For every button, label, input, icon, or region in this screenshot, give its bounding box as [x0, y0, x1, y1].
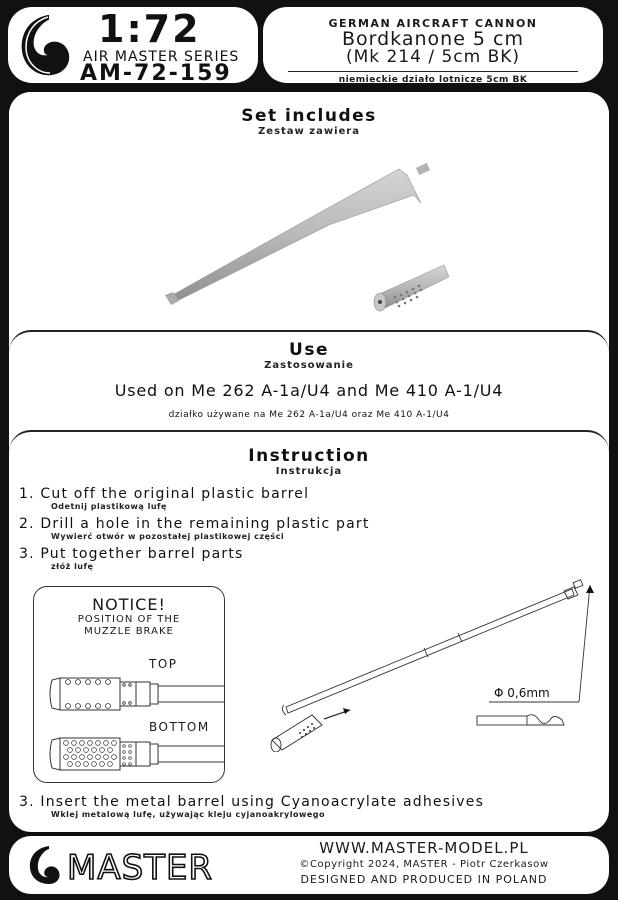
use-subtitle: Zastosowanie	[264, 360, 354, 371]
notice-line-2: MUZZLE BRAKE	[84, 626, 174, 637]
header	[3, 3, 615, 87]
set-includes-subtitle: Zestaw zawiera	[258, 126, 360, 137]
product-category: GERMAN AIRCRAFT CANNON	[328, 17, 538, 30]
product-code: AM-72-159	[80, 61, 232, 86]
use-aircraft-polish: działko używane na Me 262 A-1a/U4 oraz Me 410 A-1/U4	[168, 410, 450, 420]
master-swirl-logo-icon	[18, 13, 74, 79]
instruction-step-2: 2. Drill a hole in the remaining plastic part Wywierć otwór w pozostałej plastikowej części	[19, 516, 370, 541]
instruction-step-1: 1. Cut off the original plastic barrel Odetnij plastikową lufę	[19, 486, 310, 511]
bottom-label: BOTTOM	[149, 720, 210, 734]
use-title: Use	[289, 340, 329, 360]
instruction-section	[9, 430, 609, 823]
instruction-title: Instruction	[248, 446, 370, 466]
top-label: TOP	[149, 657, 178, 671]
copyright-notice: ©Copyright 2024, MASTER - Piotr Czerkasow	[299, 859, 549, 870]
footer	[9, 836, 609, 894]
product-name-polish: niemieckie działo lotnicze 5cm BK	[338, 75, 528, 85]
svg-text:MASTER: MASTER	[67, 848, 214, 886]
website-link[interactable]: WWW.MASTER-MODEL.PL	[319, 839, 529, 857]
header-brand-box	[8, 7, 258, 86]
product-name: Bordkanone 5 cm	[341, 28, 525, 50]
barrel-part-render	[159, 147, 489, 317]
muzzle-brake-render	[374, 265, 449, 311]
set-includes-section	[9, 92, 609, 330]
header-divider	[288, 71, 578, 72]
use-section	[9, 330, 609, 430]
footer-text	[244, 840, 604, 888]
muzzle-brake-orientation-diagram	[48, 672, 224, 777]
header-title-box	[263, 7, 603, 83]
notice-line-1: POSITION OF THE	[77, 614, 181, 625]
instruction-subtitle: Instrukcja	[275, 466, 343, 477]
product-designation: (Mk 214 / 5cm BK)	[345, 47, 521, 67]
notice-box	[33, 586, 225, 783]
master-brand-logo-icon	[27, 844, 227, 886]
drill-diameter-label: Φ 0,6mm	[494, 686, 550, 700]
instruction-step-4: 3. Insert the metal barrel using Cyanoacrylate adhesives Wklej metalową lufę, używając kleju cyjanoakrylowego	[19, 794, 485, 819]
scale-label: 1:72	[98, 7, 201, 51]
series-label: AIR MASTER SERIES	[83, 49, 240, 65]
assembly-diagram	[264, 577, 594, 752]
instruction-step-3: 3. Put together barrel parts złóż lufę	[19, 546, 244, 571]
made-in-label: DESIGNED AND PRODUCED IN POLAND	[300, 873, 548, 886]
set-includes-title: Set includes	[241, 106, 377, 126]
notice-title: NOTICE!	[92, 595, 166, 614]
use-aircraft: Used on Me 262 A-1a/U4 and Me 410 A-1/U4	[114, 381, 504, 400]
